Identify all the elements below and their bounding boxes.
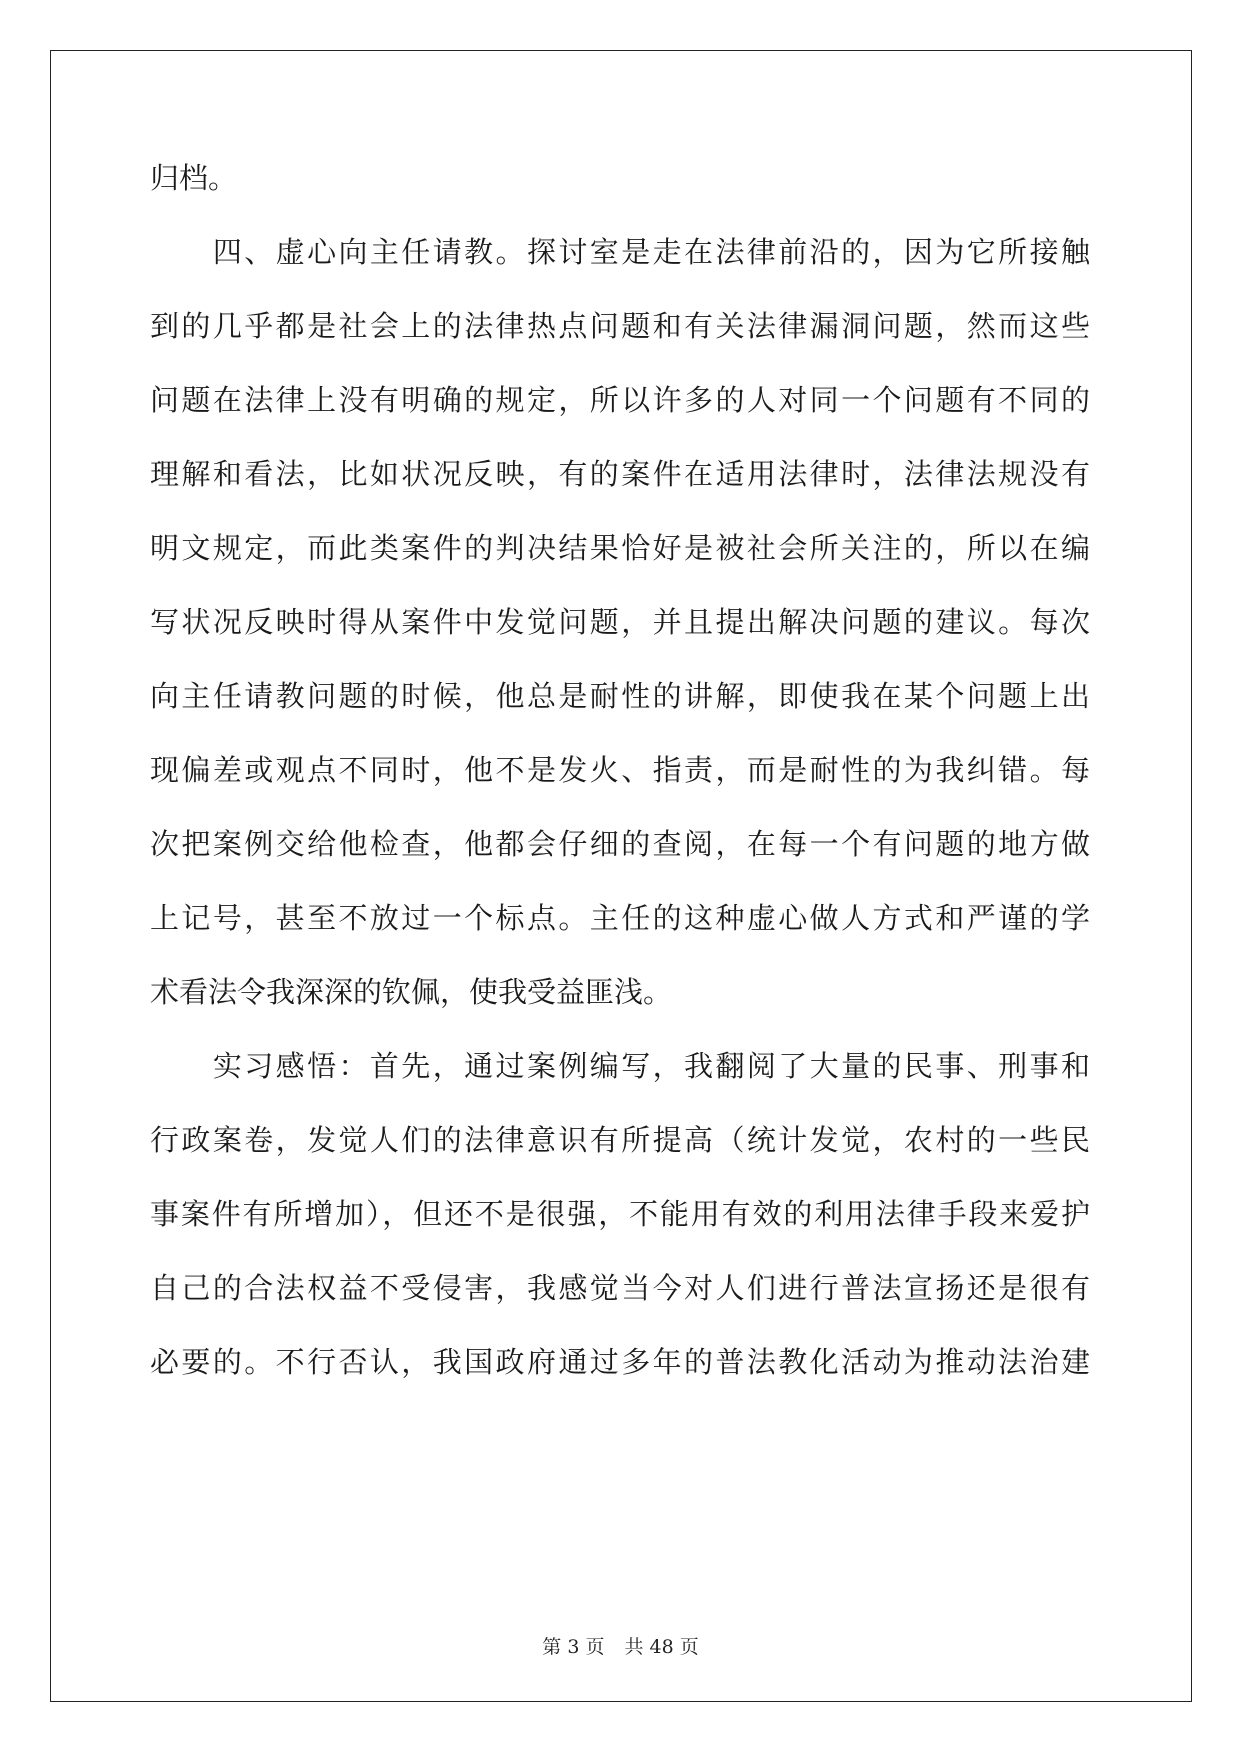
text-line: 事案件有所增加），但还不是很强，不能用有效的利用法律手段来爱护: [150, 1197, 1090, 1231]
text-line: 自己的合法权益不受侵害，我感觉当今对人们进行普法宣扬还是很有: [150, 1271, 1090, 1305]
text-line: 归档。: [150, 161, 238, 195]
text-line: 明文规定，而此类案件的判决结果恰好是被社会所关注的，所以在编: [150, 531, 1090, 565]
text-line: 四、虚心向主任请教。探讨室是走在法律前沿的，因为它所接触: [150, 235, 1090, 269]
text-line: 现偏差或观点不同时，他不是发火、指责，而是耐性的为我纠错。每: [150, 753, 1090, 787]
text-line: 术看法令我深深的钦佩，使我受益匪浅。: [150, 975, 673, 1009]
text-line: 向主任请教问题的时候，他总是耐性的讲解，即使我在某个问题上出: [150, 679, 1090, 713]
text-line: 问题在法律上没有明确的规定，所以许多的人对同一个问题有不同的: [150, 383, 1090, 417]
text-line: 行政案卷，发觉人们的法律意识有所提高（统计发觉，农村的一些民: [150, 1123, 1090, 1157]
page-border: [50, 50, 1192, 1702]
text-line: 写状况反映时得从案件中发觉问题，并且提出解决问题的建议。每次: [150, 605, 1090, 639]
text-line: 实习感悟：首先，通过案例编写，我翻阅了大量的民事、刑事和: [150, 1049, 1090, 1083]
text-line: 理解和看法，比如状况反映，有的案件在适用法律时，法律法规没有: [150, 457, 1090, 491]
page-number: 第 3 页: [542, 1636, 605, 1658]
page-footer: [0, 1632, 1241, 1659]
total-pages: 共 48 页: [624, 1636, 699, 1658]
text-line: 必要的。不行否认，我国政府通过多年的普法教化活动为推动法治建: [150, 1345, 1090, 1379]
text-line: 上记号，甚至不放过一个标点。主任的这种虚心做人方式和严谨的学: [150, 901, 1090, 935]
text-line: 到的几乎都是社会上的法律热点问题和有关法律漏洞问题，然而这些: [150, 309, 1090, 343]
text-line: 次把案例交给他检查，他都会仔细的查阅，在每一个有问题的地方做: [150, 827, 1090, 861]
